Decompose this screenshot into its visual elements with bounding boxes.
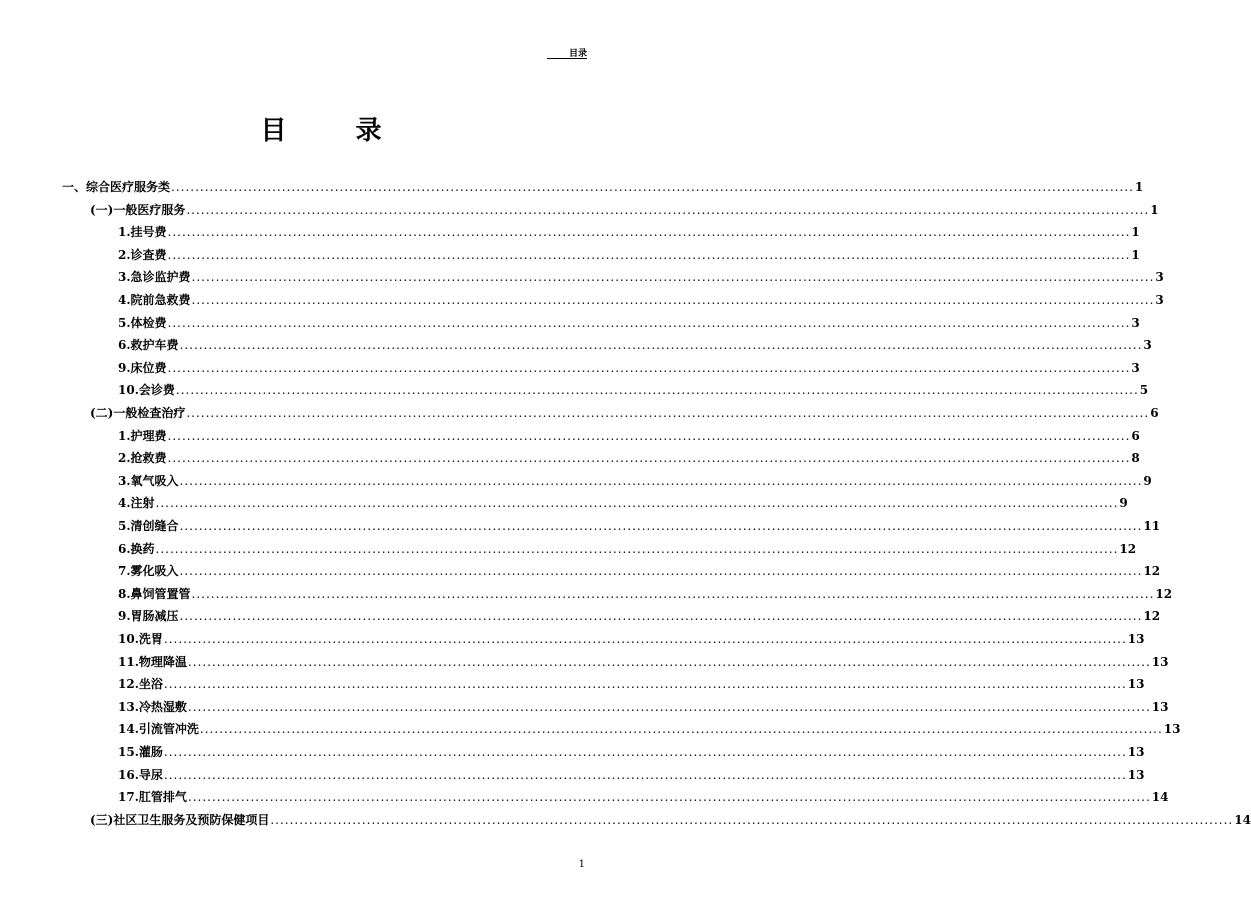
- toc-entry-page: 11: [1143, 519, 1161, 533]
- toc-entry-label: 13.冷热湿敷: [118, 699, 187, 714]
- toc-entry-page: 1: [1134, 180, 1144, 194]
- toc-entry-label: 3.氧气吸入: [118, 473, 179, 488]
- toc-leader-dots: ........................................................................................................................................................................................................: [163, 632, 1127, 646]
- toc-leader-dots: ........................................................................................................................................................................................................: [186, 406, 1150, 420]
- toc-entry[interactable]: [118, 245, 1140, 265]
- toc-entry-page: 3: [1155, 270, 1164, 285]
- toc-entry-page: 14: [1234, 812, 1251, 827]
- toc-leader-dots: ........................................................................................................................................................................................................: [155, 496, 1119, 511]
- toc-entry-page: 3: [1155, 293, 1164, 307]
- toc-entry[interactable]: [118, 652, 1169, 672]
- toc-entry[interactable]: [118, 742, 1145, 762]
- toc-entry-page: 13: [1127, 632, 1145, 646]
- toc-leader-dots: ........................................................................................................................................................................................................: [167, 315, 1131, 330]
- toc-entry-page: 13: [1127, 677, 1145, 692]
- toc-entry-label: 4.院前急救费: [118, 293, 191, 307]
- toc-entry[interactable]: [118, 629, 1145, 649]
- toc-entry-label: 7.雾化吸入: [118, 564, 179, 579]
- toc-entry-page: 5: [1139, 383, 1149, 398]
- toc-entry-page: 1: [1131, 247, 1140, 262]
- toc-entry-page: 13: [1151, 654, 1169, 669]
- toc-entry-label: 8.鼻饲管置管: [118, 586, 191, 601]
- toc-leader-dots: ........................................................................................................................................................................................................: [191, 270, 1155, 285]
- toc-entry-label: (一)一般医疗服务: [90, 202, 186, 217]
- toc-entry[interactable]: [118, 606, 1161, 626]
- toc-entry-label: 5.清创缝合: [118, 519, 179, 533]
- toc-leader-dots: ........................................................................................................................................................................................................: [163, 745, 1127, 759]
- toc-entry[interactable]: [118, 561, 1161, 581]
- toc-entry[interactable]: [118, 765, 1145, 785]
- toc-entry-label: 1.挂号费: [118, 225, 167, 240]
- toc-leader-dots: ........................................................................................................................................................................................................: [179, 519, 1143, 533]
- toc-entry-page: 6: [1131, 428, 1140, 443]
- toc-entry-label: 5.体检费: [118, 315, 167, 330]
- toc-leader-dots: ........................................................................................................................................................................................................: [270, 812, 1234, 827]
- toc-entry-page: 1: [1150, 202, 1159, 217]
- toc-entry-label: 16.导尿: [118, 767, 163, 782]
- toc-entry-label: 2.诊查费: [118, 247, 167, 262]
- toc-entry-page: 12: [1143, 564, 1161, 579]
- toc-entry[interactable]: [118, 358, 1140, 378]
- toc-entry-label: 17.肛管排气: [118, 790, 187, 805]
- toc-leader-dots: ........................................................................................................................................................................................................: [155, 541, 1119, 556]
- toc-entry[interactable]: [118, 539, 1137, 559]
- toc-entry[interactable]: [90, 810, 1251, 830]
- toc-leader-dots: ........................................................................................................................................................................................................: [167, 428, 1131, 443]
- toc-entry-page: 13: [1163, 722, 1181, 737]
- toc-leader-dots: ........................................................................................................................................................................................................: [171, 180, 1134, 194]
- toc-leader-dots: ........................................................................................................................................................................................................: [187, 654, 1151, 669]
- toc-entry-label: 2.抢救费: [118, 451, 167, 466]
- toc-entry-label: (三)社区卫生服务及预防保健项目: [90, 812, 270, 827]
- toc-entry[interactable]: [118, 290, 1164, 310]
- toc-leader-dots: ........................................................................................................................................................................................................: [191, 586, 1155, 601]
- toc-entry[interactable]: [118, 493, 1128, 513]
- toc-entry[interactable]: [118, 787, 1169, 807]
- toc-leader-dots: ........................................................................................................................................................................................................: [179, 609, 1143, 624]
- toc-entry[interactable]: [62, 177, 1144, 197]
- toc-entry-page: 3: [1131, 360, 1140, 375]
- toc-entry-label: 6.救护车费: [118, 338, 179, 353]
- toc-entry-label: (二)一般检查治疗: [90, 406, 186, 420]
- toc-entry-label: 1.护理费: [118, 428, 167, 443]
- toc-entry-label: 10.洗胃: [118, 632, 163, 646]
- toc-leader-dots: ........................................................................................................................................................................................................: [179, 564, 1143, 579]
- toc-entry-page: 1: [1131, 225, 1140, 240]
- toc-leader-dots: ........................................................................................................................................................................................................: [179, 473, 1143, 488]
- toc-entry-label: 3.急诊监护费: [118, 270, 191, 285]
- toc-entry-page: 3: [1143, 338, 1152, 353]
- toc-entry-page: 12: [1155, 586, 1173, 601]
- toc-leader-dots: ........................................................................................................................................................................................................: [167, 360, 1131, 375]
- toc-entry[interactable]: [118, 335, 1152, 355]
- toc-entry-label: 9.床位费: [118, 360, 167, 375]
- toc-entry-page: 8: [1131, 451, 1140, 466]
- toc-leader-dots: ........................................................................................................................................................................................................: [167, 451, 1131, 466]
- toc-entry-label: 11.物理降温: [118, 654, 187, 669]
- toc-entry-label: 一、综合医疗服务类: [62, 180, 171, 194]
- toc-entry[interactable]: [118, 222, 1140, 242]
- toc-entry-page: 13: [1127, 745, 1145, 759]
- toc-entry[interactable]: [118, 448, 1140, 468]
- toc-leader-dots: ........................................................................................................................................................................................................: [179, 338, 1143, 353]
- toc-entry[interactable]: [118, 674, 1145, 694]
- toc-entry[interactable]: [90, 403, 1159, 423]
- toc-entry-label: 14.引流管冲洗: [118, 722, 199, 737]
- toc-leader-dots: ........................................................................................................................................................................................................: [167, 225, 1131, 240]
- toc-entry[interactable]: [118, 426, 1140, 446]
- toc-entry-page: 13: [1127, 767, 1145, 782]
- toc-entry[interactable]: [118, 584, 1173, 604]
- toc-leader-dots: ........................................................................................................................................................................................................: [187, 699, 1151, 714]
- toc-leader-dots: ........................................................................................................................................................................................................: [163, 677, 1127, 692]
- header-rule: [547, 58, 587, 59]
- running-header: 目录: [568, 49, 587, 59]
- toc-leader-dots: ........................................................................................................................................................................................................: [187, 790, 1151, 805]
- page-title: 目 录: [260, 116, 412, 146]
- toc-entry-page: 9: [1143, 473, 1152, 488]
- toc-entry[interactable]: [118, 267, 1164, 287]
- toc-entry-label: 15.灌肠: [118, 745, 163, 759]
- toc-leader-dots: ........................................................................................................................................................................................................: [199, 722, 1163, 737]
- toc-leader-dots: ........................................................................................................................................................................................................: [163, 767, 1127, 782]
- toc-entry[interactable]: [118, 697, 1169, 717]
- toc-entry[interactable]: [118, 471, 1152, 491]
- toc-entry-label: 12.坐浴: [118, 677, 163, 692]
- toc-entry-label: 9.胃肠减压: [118, 609, 179, 624]
- toc-leader-dots: ........................................................................................................................................................................................................: [186, 202, 1150, 217]
- toc-entry-page: 6: [1150, 406, 1159, 420]
- footer-page-number: 1: [578, 859, 585, 870]
- toc-entry-label: 6.换药: [118, 541, 155, 556]
- toc-entry-label: 10.会诊费: [118, 383, 175, 398]
- toc-entry-label: 4.注射: [118, 496, 155, 511]
- toc-entry-page: 12: [1143, 609, 1161, 624]
- toc-entry[interactable]: [118, 380, 1149, 400]
- toc-entry[interactable]: [118, 719, 1181, 739]
- toc-entry-page: 14: [1151, 790, 1169, 805]
- toc-entry-page: 3: [1131, 315, 1140, 330]
- toc-leader-dots: ........................................................................................................................................................................................................: [175, 383, 1139, 398]
- toc-leader-dots: ........................................................................................................................................................................................................: [167, 247, 1131, 262]
- toc-entry-page: 9: [1119, 496, 1128, 511]
- toc-entry[interactable]: [118, 516, 1161, 536]
- toc-entry[interactable]: [118, 313, 1140, 333]
- toc-entry[interactable]: [90, 200, 1159, 220]
- toc-entry-page: 13: [1151, 699, 1169, 714]
- toc-entry-page: 12: [1119, 541, 1137, 556]
- toc-leader-dots: ........................................................................................................................................................................................................: [191, 293, 1155, 307]
